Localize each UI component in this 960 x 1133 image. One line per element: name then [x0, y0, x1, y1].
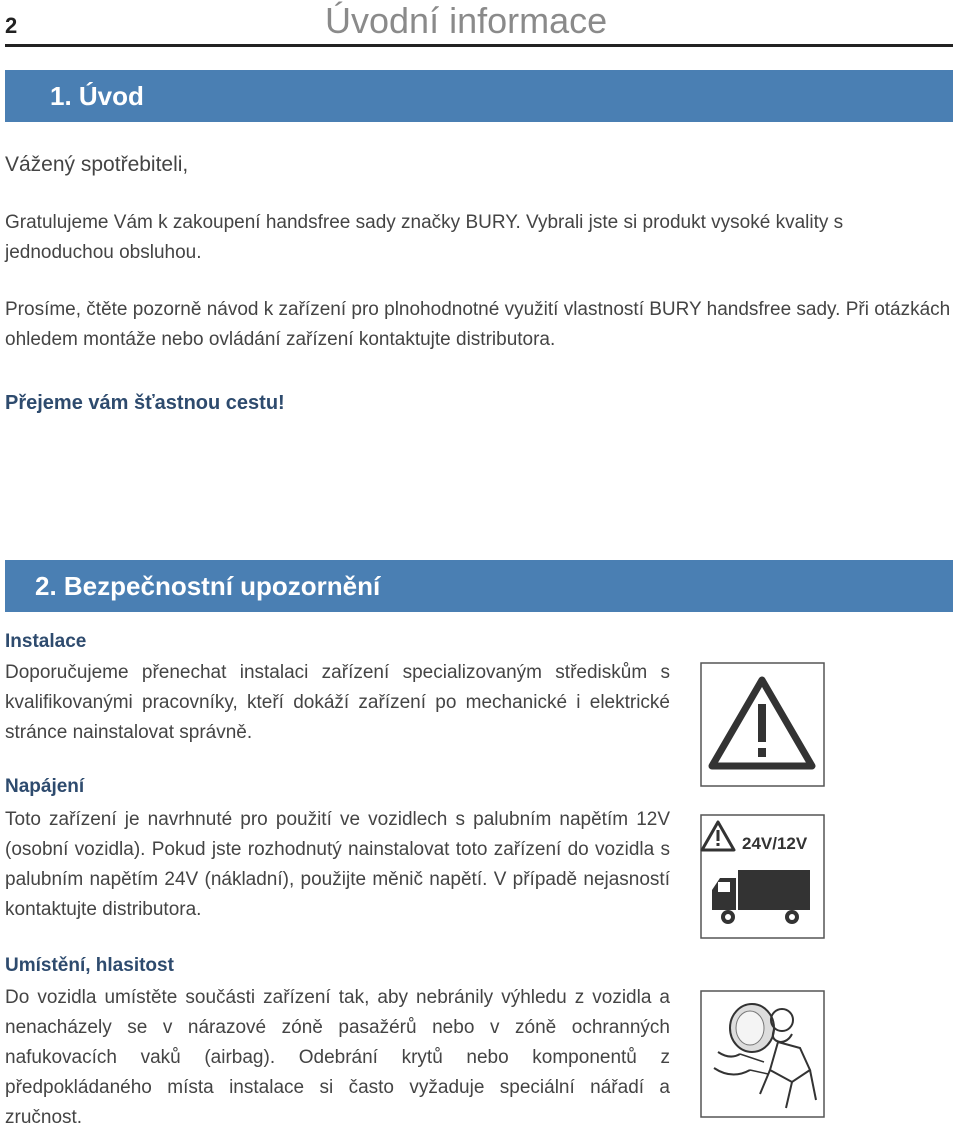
placement-heading: Umístění, hlasitost	[5, 955, 174, 976]
section-2-title: 2. Bezpečnostní upozornění	[5, 560, 953, 612]
page-title: Úvodní informace	[325, 0, 608, 41]
section-1-title: 1. Úvod	[5, 70, 953, 122]
page-number: 2	[5, 13, 18, 38]
intro-paragraph-2: Prosíme, čtěte pozorně návod k zařízení pro plnohodnotné využití vlastností BURY handsfree sady. Při otázkách ohledem montáže nebo ovládání zařízení kontaktujte distributora.	[5, 299, 951, 350]
greeting: Vážený spotřebiteli,	[5, 153, 189, 176]
power-heading: Napájení	[5, 776, 85, 797]
airbag-illustration-icon	[700, 990, 825, 1118]
power-text: Toto zařízení je navrhnuté pro použití ve vozidlech s palubním napětím 12V (osobní vozidla). Pokud jste rozhodnutý nainstalovat toto zařízení do vozidla s palubním napětím 24V (nákladní), použijte měnič napětí. V případě nejasností kontaktujte distributora.	[5, 809, 670, 920]
truck-voltage-icon	[700, 814, 825, 939]
closing-wish: Přejeme vám šťastnou cestu!	[5, 392, 285, 414]
intro-paragraph-1: Gratulujeme Vám k zakoupení handsfree sady značky BURY. Vybrali jste si produkt vysoké kvality s jednoduchou obsluhou.	[5, 212, 844, 263]
placement-text: Do vozidla umístěte součásti zařízení tak, aby nebránily výhledu z vozidla a nenacházely se v nárazové zóně pasažérů nebo v zóně ochranných nafukovacích vaků (airbag). Odebrání krytů nebo komponentů z předpokládaného místa instalace si často vyžaduje speciální nářadí a zručnost.	[5, 987, 670, 1128]
voltage-label: 24V/12V	[742, 834, 808, 853]
page-header	[0, 0, 960, 50]
installation-heading: Instalace	[5, 631, 87, 652]
warning-icon	[700, 662, 825, 787]
header-divider	[5, 44, 953, 47]
installation-text: Doporučujeme přenechat instalaci zařízení specializovaným střediskům s kvalifikovanými pracovníky, kteří dokáží zařízení po mechanické i elektrické stránce nainstalovat správně.	[5, 662, 670, 743]
